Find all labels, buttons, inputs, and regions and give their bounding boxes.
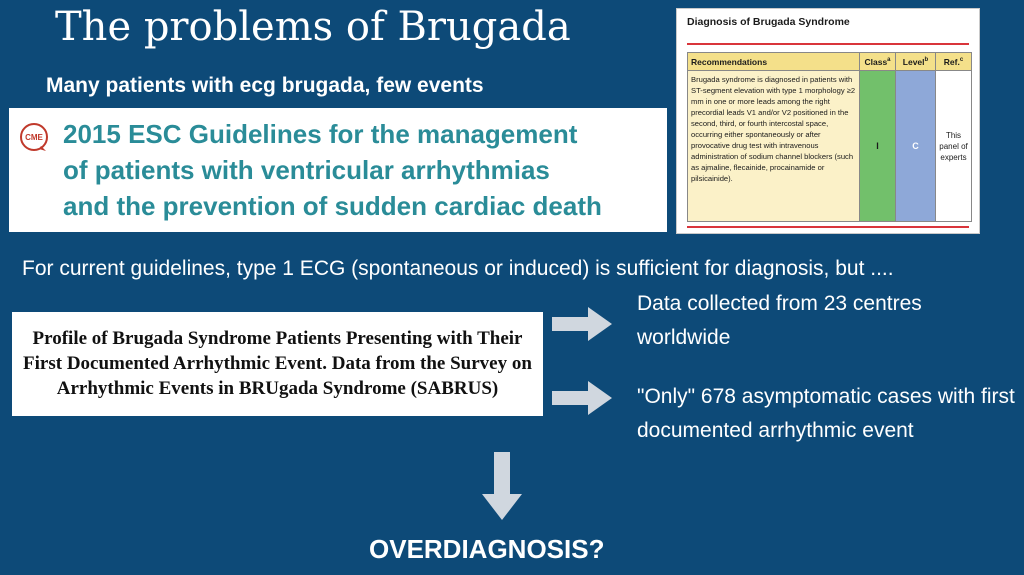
slide-subtitle: Many patients with ecg brugada, few events (46, 74, 484, 97)
esc-title-line-1: 2015 ESC Guidelines for the management (63, 119, 578, 149)
table-header-row (688, 53, 972, 71)
arrow-right-icon (552, 381, 612, 415)
arrow-down-icon (482, 452, 522, 520)
table-top-divider (687, 43, 969, 45)
overdiagnosis-conclusion: OVERDIAGNOSIS? (369, 534, 605, 564)
recommendation-text: Brugada syndrome is diagnosed in patients with ST-segment elevation with type 1 morphology ≥2 mm in one or more leads among the right precordial leads V1 and/or V2 positioned in the second, third, or fourth intercostal space, occurring either spontaneously or after provocative drug test with intravenous administration of sodium channel blockers (such as ajmaline, flecainide, procainamide or pilsicainide). (688, 71, 860, 222)
cme-badge-label: CME (25, 133, 43, 142)
class-value: I (860, 71, 896, 222)
level-value: C (896, 71, 936, 222)
sabrus-study-box (12, 312, 543, 416)
esc-guideline-banner (9, 108, 667, 232)
sabrus-study-title: Profile of Brugada Syndrome Patients Presenting with Their First Documented Arrhythmic Event. Data from the Survey on Arrhythmic Events in BRUgada Syndrome (SABRUS) (23, 328, 532, 399)
table-bottom-divider (687, 226, 969, 228)
esc-title-line-3: and the prevention of sudden cardiac death (63, 191, 602, 221)
header-ref: Ref.$^c$ (936, 53, 972, 71)
diagnosis-table-heading: Diagnosis of Brugada Syndrome (687, 16, 850, 28)
esc-title-line-2: of patients with ventricular arrhythmias (63, 155, 550, 185)
asymptomatic-cases-point: "Only" 678 asymptomatic cases with first documented arrhythmic event (637, 385, 1015, 442)
esc-guideline-title (63, 116, 602, 224)
slide-title: The problems of Brugada (55, 4, 571, 50)
diagnosis-table-panel (676, 8, 980, 234)
guideline-statement: For current guidelines, type 1 ECG (spontaneous or induced) is sufficient for diagnosis, but .... (22, 257, 894, 280)
data-collected-point: Data collected from 23 centres worldwide (637, 292, 922, 349)
recommendation-table (687, 52, 972, 222)
cme-badge-icon (19, 122, 49, 152)
table-row (688, 71, 972, 222)
ref-value: This panel of experts (936, 71, 972, 222)
arrow-right-icon (552, 307, 612, 341)
header-class: Class$^a$ (860, 53, 896, 71)
header-recommendations: Recommendations (688, 53, 860, 71)
header-level: Level$^b$ (896, 53, 936, 71)
